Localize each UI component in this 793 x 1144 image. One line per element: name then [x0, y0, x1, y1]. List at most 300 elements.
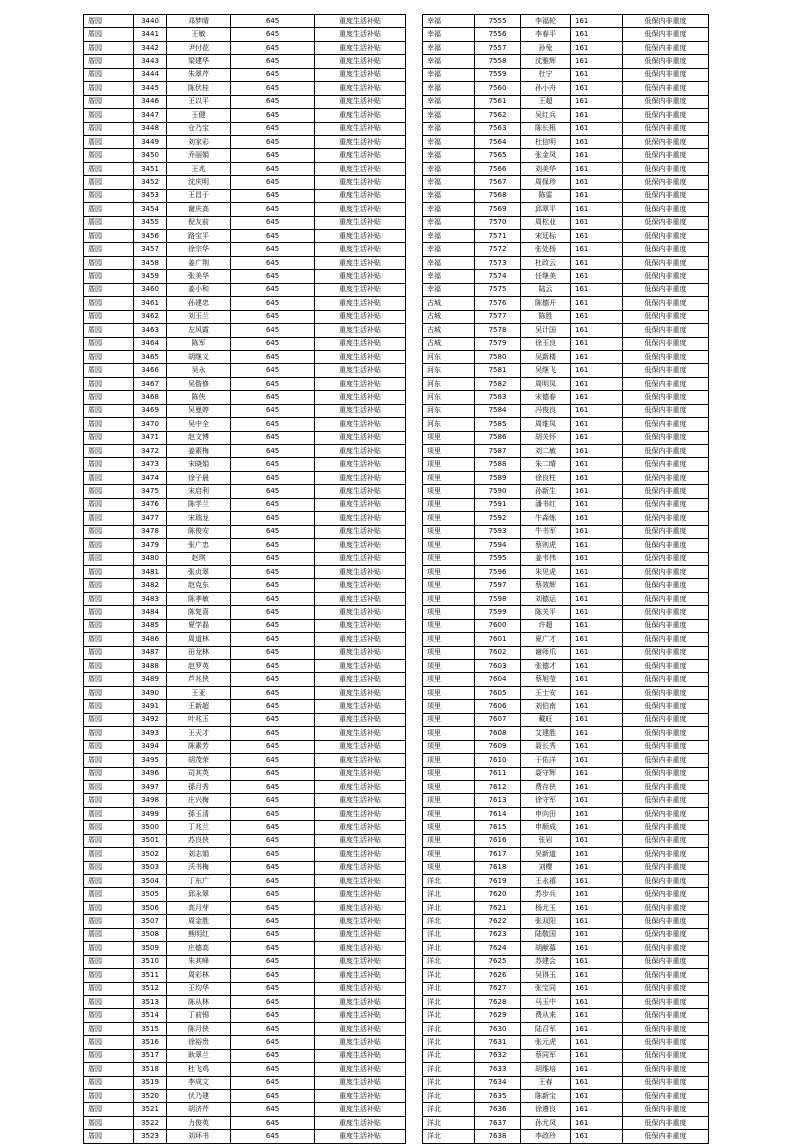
name-cell: 王春 [521, 1076, 571, 1089]
table-row [84, 1076, 406, 1089]
town-cell: 厝园 [84, 740, 134, 753]
amount-cell: 161 [571, 942, 623, 955]
town-cell: 厝园 [84, 942, 134, 955]
town-cell: 厝园 [84, 1090, 134, 1103]
name-cell: 高月芽 [167, 901, 231, 914]
table-row [84, 283, 406, 296]
amount-cell: 645 [231, 592, 315, 605]
table-row [423, 834, 709, 847]
id-cell: 7564 [475, 135, 521, 148]
amount-cell: 161 [571, 28, 623, 41]
amount-cell: 645 [231, 780, 315, 793]
amount-cell: 645 [231, 243, 315, 256]
name-cell: 王亚 [167, 686, 231, 699]
category-cell: 重度生活补贴 [315, 995, 406, 1008]
id-cell: 7583 [475, 391, 521, 404]
id-cell: 3470 [134, 418, 167, 431]
name-cell: 徐守军 [521, 794, 571, 807]
amount-cell: 645 [231, 82, 315, 95]
id-cell: 7629 [475, 1009, 521, 1022]
category-cell: 低保内非重度 [623, 512, 709, 525]
table-row [423, 888, 709, 901]
town-cell: 厝园 [84, 1036, 134, 1049]
table-row [423, 915, 709, 928]
category-cell: 重度生活补贴 [315, 982, 406, 995]
category-cell: 低保内非重度 [623, 283, 709, 296]
id-cell: 7574 [475, 270, 521, 283]
town-cell: 幸福 [423, 109, 475, 122]
amount-cell: 645 [231, 928, 315, 941]
category-cell: 低保内非重度 [623, 754, 709, 767]
category-cell: 低保内非重度 [623, 68, 709, 81]
table-row [84, 404, 406, 417]
town-cell: 洋北 [423, 1009, 475, 1022]
category-cell: 重度生活补贴 [315, 619, 406, 632]
town-cell: 厝园 [84, 189, 134, 202]
town-cell: 厝园 [84, 445, 134, 458]
town-cell: 厝园 [84, 122, 134, 135]
id-cell: 7588 [475, 458, 521, 471]
amount-cell: 161 [571, 686, 623, 699]
category-cell: 低保内非重度 [623, 834, 709, 847]
table-row [423, 203, 709, 216]
category-cell: 重度生活补贴 [315, 686, 406, 699]
amount-cell: 645 [231, 55, 315, 68]
category-cell: 低保内非重度 [623, 1063, 709, 1076]
amount-cell: 645 [231, 861, 315, 874]
table-row [84, 230, 406, 243]
name-cell: 庄兴梅 [167, 794, 231, 807]
town-cell: 厝园 [84, 982, 134, 995]
name-cell: 吴曼婷 [167, 404, 231, 417]
category-cell: 重度生活补贴 [315, 552, 406, 565]
town-cell: 项里 [423, 713, 475, 726]
table-row [84, 122, 406, 135]
town-cell: 厝园 [84, 498, 134, 511]
town-cell: 洋北 [423, 901, 475, 914]
town-cell: 幸福 [423, 283, 475, 296]
amount-cell: 161 [571, 901, 623, 914]
town-cell: 项里 [423, 834, 475, 847]
amount-cell: 645 [231, 565, 315, 578]
amount-cell: 161 [571, 135, 623, 148]
id-cell: 3508 [134, 928, 167, 941]
town-cell: 古城 [423, 310, 475, 323]
id-cell: 3488 [134, 660, 167, 673]
category-cell: 重度生活补贴 [315, 28, 406, 41]
town-cell: 洋北 [423, 955, 475, 968]
amount-cell: 645 [231, 109, 315, 122]
amount-cell: 645 [231, 350, 315, 363]
table-row [84, 915, 406, 928]
id-cell: 7601 [475, 633, 521, 646]
name-cell: 周彩林 [167, 969, 231, 982]
id-cell: 7600 [475, 619, 521, 632]
category-cell: 低保内非重度 [623, 82, 709, 95]
category-cell: 重度生活补贴 [315, 888, 406, 901]
id-cell: 3441 [134, 28, 167, 41]
name-cell: 苏步兵 [521, 888, 571, 901]
id-cell: 7628 [475, 995, 521, 1008]
id-cell: 3516 [134, 1036, 167, 1049]
town-cell: 幸福 [423, 216, 475, 229]
table-row [423, 1103, 709, 1116]
id-cell: 3518 [134, 1063, 167, 1076]
category-cell: 重度生活补贴 [315, 1090, 406, 1103]
amount-cell: 645 [231, 1103, 315, 1116]
amount-cell: 161 [571, 82, 623, 95]
amount-cell: 161 [571, 928, 623, 941]
amount-cell: 161 [571, 297, 623, 310]
table-row [423, 861, 709, 874]
id-cell: 3494 [134, 740, 167, 753]
amount-cell: 645 [231, 15, 315, 28]
category-cell: 低保内非重度 [623, 162, 709, 175]
town-cell: 厝园 [84, 377, 134, 390]
table-row [423, 418, 709, 431]
name-cell: 庄德高 [167, 942, 231, 955]
id-cell: 3501 [134, 834, 167, 847]
town-cell: 厝园 [84, 673, 134, 686]
id-cell: 7633 [475, 1063, 521, 1076]
id-cell: 3509 [134, 942, 167, 955]
category-cell: 低保内非重度 [623, 955, 709, 968]
name-cell: 赵罗英 [167, 660, 231, 673]
name-cell: 周维凤 [521, 418, 571, 431]
id-cell: 3478 [134, 525, 167, 538]
amount-cell: 645 [231, 176, 315, 189]
name-cell: 王敏 [167, 28, 231, 41]
town-cell: 厝园 [84, 256, 134, 269]
id-cell: 7637 [475, 1116, 521, 1129]
id-cell: 7595 [475, 552, 521, 565]
id-cell: 7620 [475, 888, 521, 901]
town-cell: 幸福 [423, 122, 475, 135]
id-cell: 7635 [475, 1090, 521, 1103]
category-cell: 重度生活补贴 [315, 203, 406, 216]
name-cell: 陈侠 [167, 391, 231, 404]
name-cell: 陆云 [521, 283, 571, 296]
town-cell: 项里 [423, 821, 475, 834]
table-row [84, 485, 406, 498]
town-cell: 项里 [423, 686, 475, 699]
id-cell: 3487 [134, 646, 167, 659]
amount-cell: 161 [571, 1130, 623, 1143]
left-table-body [84, 15, 406, 1144]
town-cell: 洋北 [423, 1090, 475, 1103]
id-cell: 3474 [134, 471, 167, 484]
category-cell: 重度生活补贴 [315, 875, 406, 888]
name-cell: 徐子晨 [167, 471, 231, 484]
category-cell: 低保内非重度 [623, 660, 709, 673]
amount-cell: 161 [571, 203, 623, 216]
id-cell: 3517 [134, 1049, 167, 1062]
table-row [84, 1103, 406, 1116]
category-cell: 低保内非重度 [623, 498, 709, 511]
name-cell: 陈伏桂 [167, 82, 231, 95]
category-cell: 低保内非重度 [623, 122, 709, 135]
name-cell: 王超 [521, 95, 571, 108]
category-cell: 低保内非重度 [623, 673, 709, 686]
category-cell: 重度生活补贴 [315, 807, 406, 820]
name-cell: 沃书梅 [167, 861, 231, 874]
table-row [84, 539, 406, 552]
category-cell: 重度生活补贴 [315, 633, 406, 646]
amount-cell: 645 [231, 28, 315, 41]
town-cell: 项里 [423, 458, 475, 471]
amount-cell: 161 [571, 619, 623, 632]
id-cell: 7618 [475, 861, 521, 874]
town-cell: 项里 [423, 740, 475, 753]
category-cell: 重度生活补贴 [315, 471, 406, 484]
town-cell: 洋北 [423, 1076, 475, 1089]
category-cell: 重度生活补贴 [315, 727, 406, 740]
amount-cell: 645 [231, 364, 315, 377]
table-row [423, 1022, 709, 1035]
table-row [84, 176, 406, 189]
name-cell: 王昌于 [167, 189, 231, 202]
table-row [423, 135, 709, 148]
table-row [423, 297, 709, 310]
name-cell: 邱翠平 [521, 203, 571, 216]
amount-cell: 161 [571, 525, 623, 538]
table-row [84, 982, 406, 995]
name-cell: 刘伯南 [521, 700, 571, 713]
id-cell: 7558 [475, 55, 521, 68]
amount-cell: 161 [571, 740, 623, 753]
left-table [83, 14, 406, 1144]
town-cell: 幸福 [423, 176, 475, 189]
town-cell: 厝园 [84, 310, 134, 323]
category-cell: 低保内非重度 [623, 592, 709, 605]
category-cell: 重度生活补贴 [315, 1036, 406, 1049]
category-cell: 低保内非重度 [623, 552, 709, 565]
name-cell: 朱二晴 [521, 458, 571, 471]
id-cell: 7570 [475, 216, 521, 229]
id-cell: 7634 [475, 1076, 521, 1089]
town-cell: 古城 [423, 337, 475, 350]
town-cell: 厝园 [84, 216, 134, 229]
table-row [84, 1063, 406, 1076]
id-cell: 7556 [475, 28, 521, 41]
category-cell: 低保内非重度 [623, 337, 709, 350]
name-cell: 赵琪 [167, 552, 231, 565]
amount-cell: 645 [231, 391, 315, 404]
name-cell: 朱见虎 [521, 565, 571, 578]
id-cell: 7565 [475, 149, 521, 162]
town-cell: 幸福 [423, 28, 475, 41]
category-cell: 重度生活补贴 [315, 189, 406, 202]
table-row [84, 109, 406, 122]
table-row [423, 471, 709, 484]
town-cell: 洋北 [423, 875, 475, 888]
amount-cell: 645 [231, 418, 315, 431]
id-cell: 7622 [475, 915, 521, 928]
table-row [84, 41, 406, 54]
amount-cell: 645 [231, 1116, 315, 1129]
table-row [423, 1036, 709, 1049]
id-cell: 7638 [475, 1130, 521, 1143]
name-cell: 陈学兰 [167, 498, 231, 511]
town-cell: 厝园 [84, 283, 134, 296]
id-cell: 3515 [134, 1022, 167, 1035]
amount-cell: 161 [571, 539, 623, 552]
town-cell: 洋北 [423, 982, 475, 995]
town-cell: 项里 [423, 485, 475, 498]
town-cell: 厝园 [84, 55, 134, 68]
id-cell: 3466 [134, 364, 167, 377]
category-cell: 低保内非重度 [623, 619, 709, 632]
category-cell: 重度生活补贴 [315, 391, 406, 404]
category-cell: 低保内非重度 [623, 821, 709, 834]
amount-cell: 645 [231, 955, 315, 968]
amount-cell: 645 [231, 95, 315, 108]
id-cell: 3499 [134, 807, 167, 820]
amount-cell: 645 [231, 337, 315, 350]
town-cell: 厝园 [84, 713, 134, 726]
town-cell: 洋北 [423, 1036, 475, 1049]
town-cell: 项里 [423, 498, 475, 511]
town-cell: 项里 [423, 606, 475, 619]
table-row [84, 1036, 406, 1049]
category-cell: 低保内非重度 [623, 1049, 709, 1062]
town-cell: 厝园 [84, 418, 134, 431]
category-cell: 重度生活补贴 [315, 95, 406, 108]
id-cell: 3456 [134, 230, 167, 243]
category-cell: 低保内非重度 [623, 216, 709, 229]
town-cell: 厝园 [84, 686, 134, 699]
table-row [84, 713, 406, 726]
amount-cell: 161 [571, 592, 623, 605]
id-cell: 3498 [134, 794, 167, 807]
category-cell: 低保内非重度 [623, 861, 709, 874]
id-cell: 7621 [475, 901, 521, 914]
id-cell: 3519 [134, 1076, 167, 1089]
table-row [84, 767, 406, 780]
town-cell: 项里 [423, 565, 475, 578]
category-cell: 重度生活补贴 [315, 1022, 406, 1035]
name-cell: 李春平 [521, 28, 571, 41]
name-cell: 陈长根 [521, 122, 571, 135]
table-row [84, 821, 406, 834]
id-cell: 7608 [475, 727, 521, 740]
town-cell: 古城 [423, 324, 475, 337]
name-cell: 刘美华 [521, 162, 571, 175]
name-cell: 王新超 [167, 700, 231, 713]
town-cell: 厝园 [84, 579, 134, 592]
town-cell: 厝园 [84, 230, 134, 243]
right-table [422, 14, 709, 1144]
amount-cell: 645 [231, 834, 315, 847]
category-cell: 重度生活补贴 [315, 162, 406, 175]
town-cell: 厝园 [84, 471, 134, 484]
table-row [84, 901, 406, 914]
town-cell: 厝园 [84, 767, 134, 780]
id-cell: 7590 [475, 485, 521, 498]
town-cell: 洋北 [423, 1022, 475, 1035]
id-cell: 7584 [475, 404, 521, 417]
name-cell: 宋晓娟 [167, 458, 231, 471]
table-row [423, 633, 709, 646]
id-cell: 3467 [134, 377, 167, 390]
town-cell: 厝园 [84, 243, 134, 256]
town-cell: 幸福 [423, 162, 475, 175]
town-cell: 厝园 [84, 41, 134, 54]
table-row [84, 270, 406, 283]
town-cell: 厝园 [84, 552, 134, 565]
amount-cell: 161 [571, 471, 623, 484]
town-cell: 厝园 [84, 1049, 134, 1062]
town-cell: 厝园 [84, 297, 134, 310]
amount-cell: 645 [231, 713, 315, 726]
amount-cell: 645 [231, 135, 315, 148]
id-cell: 7607 [475, 713, 521, 726]
table-row [84, 310, 406, 323]
name-cell: 胡茂荣 [167, 754, 231, 767]
table-row [84, 875, 406, 888]
name-cell: 徐宗华 [167, 243, 231, 256]
town-cell: 项里 [423, 848, 475, 861]
id-cell: 7636 [475, 1103, 521, 1116]
table-row [423, 256, 709, 269]
amount-cell: 645 [231, 942, 315, 955]
name-cell: 孫玉清 [167, 807, 231, 820]
name-cell: 马玉中 [521, 995, 571, 1008]
name-cell: 聂长秀 [521, 740, 571, 753]
amount-cell: 161 [571, 68, 623, 81]
category-cell: 低保内非重度 [623, 579, 709, 592]
town-cell: 幸福 [423, 135, 475, 148]
town-cell: 幸福 [423, 95, 475, 108]
table-row [423, 55, 709, 68]
id-cell: 7630 [475, 1022, 521, 1035]
amount-cell: 161 [571, 606, 623, 619]
id-cell: 7569 [475, 203, 521, 216]
town-cell: 厝园 [84, 203, 134, 216]
town-cell: 厝园 [84, 539, 134, 552]
category-cell: 低保内非重度 [623, 565, 709, 578]
table-row [84, 525, 406, 538]
id-cell: 7614 [475, 807, 521, 820]
name-cell: 谢庆高 [167, 203, 231, 216]
id-cell: 7594 [475, 539, 521, 552]
table-row [423, 216, 709, 229]
table-row [423, 364, 709, 377]
category-cell: 低保内非重度 [623, 243, 709, 256]
category-cell: 低保内非重度 [623, 230, 709, 243]
category-cell: 重度生活补贴 [315, 1130, 406, 1143]
town-cell: 厝园 [84, 404, 134, 417]
amount-cell: 161 [571, 377, 623, 390]
category-cell: 低保内非重度 [623, 391, 709, 404]
town-cell: 项里 [423, 619, 475, 632]
id-cell: 3497 [134, 780, 167, 793]
name-cell: 胡献慕 [521, 942, 571, 955]
name-cell: 丁兆兰 [167, 821, 231, 834]
name-cell: 刘家彩 [167, 135, 231, 148]
id-cell: 3453 [134, 189, 167, 202]
name-cell: 周金胜 [167, 915, 231, 928]
name-cell: 刘二敏 [521, 445, 571, 458]
id-cell: 7611 [475, 767, 521, 780]
name-cell: 张元虎 [521, 1036, 571, 1049]
id-cell: 3511 [134, 969, 167, 982]
name-cell: 费从来 [521, 1009, 571, 1022]
id-cell: 7626 [475, 969, 521, 982]
id-cell: 3522 [134, 1116, 167, 1129]
table-row [423, 995, 709, 1008]
category-cell: 重度生活补贴 [315, 68, 406, 81]
